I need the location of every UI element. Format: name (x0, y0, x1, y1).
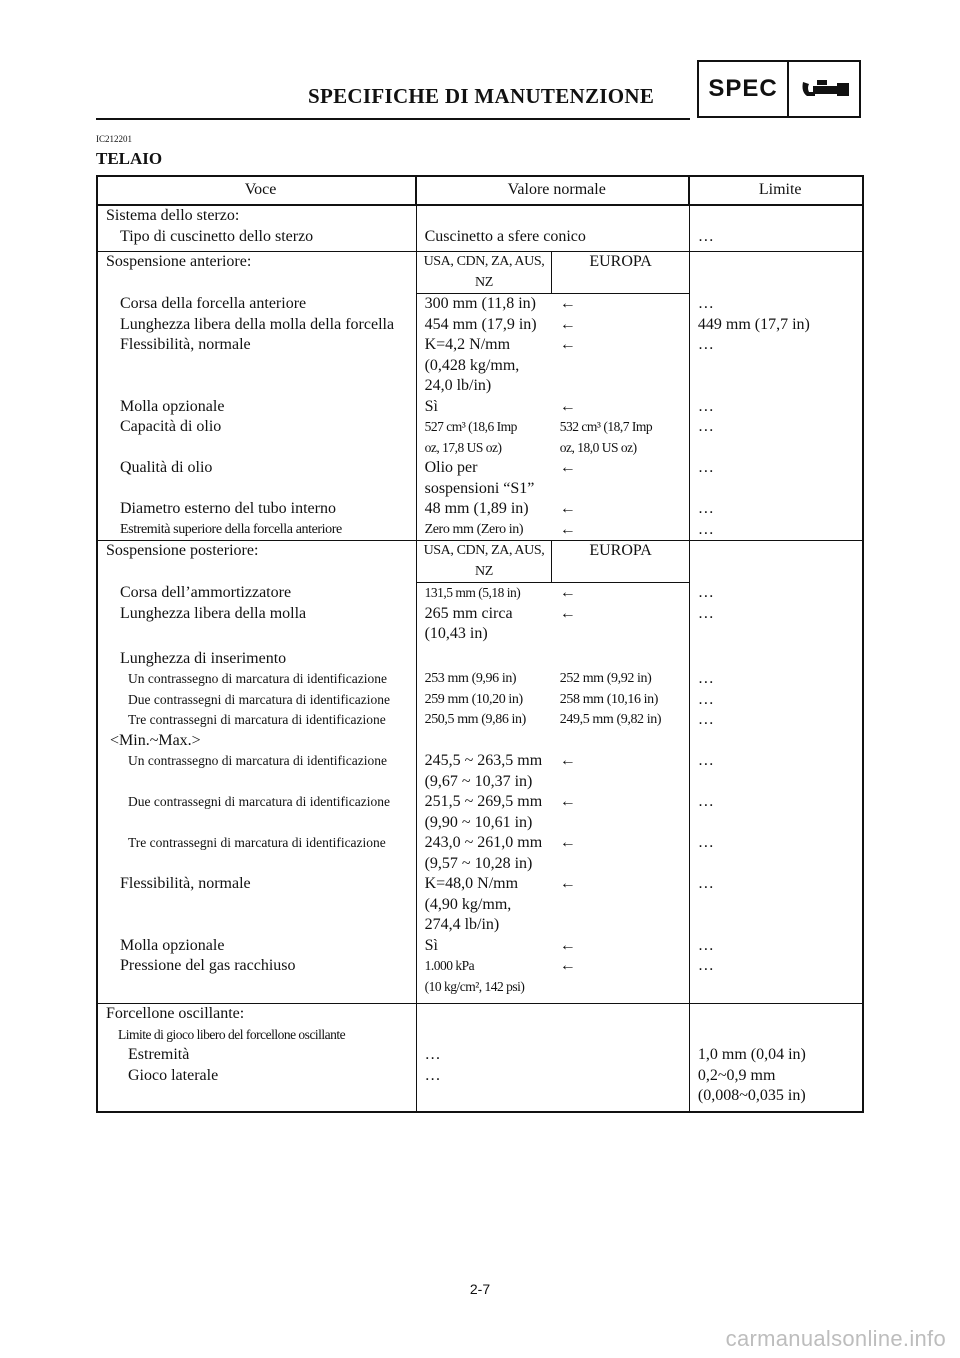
spec-badge-label: SPEC (699, 62, 789, 116)
table-row: Un contrassegno di marcatura di identificazione 245,5 ~ 263,5 mm (9,67 ~ 10,37 in) ← … (97, 751, 863, 792)
table-row: Pressione del gas racchiuso 1.000 kPa (10 kg/cm², 142 psi) ← … (97, 956, 863, 997)
table-row: Sospensione anteriore: USA, CDN, ZA, AUS, NZ EUROPA (97, 252, 863, 294)
table-row: Flessibilità, normale K=4,2 N/mm (0,428 kg/mm, 24,0 lb/in) ← … (97, 335, 863, 397)
section-title: TELAIO (96, 149, 163, 168)
table-row: Un contrassegno di marcatura di identificazione 253 mm (9,96 in) 252 mm (9,92 in) … (97, 669, 863, 690)
table-row: Molla opzionale Sì ← … (97, 397, 863, 418)
header-rule (96, 118, 690, 120)
table-row: Sospensione posteriore: USA, CDN, ZA, AUS, NZ EUROPA (97, 541, 863, 583)
wrench-icon (789, 62, 859, 116)
table-row: Qualità di olio Olio per sospensioni “S1” ← … (97, 458, 863, 499)
table-row: Flessibilità, normale K=48,0 N/mm (4,90 kg/mm, 274,4 lb/in) ← … (97, 874, 863, 936)
table-row: Due contrassegni di marcatura di identificazione 259 mm (10,20 in) 258 mm (10,16 in) … (97, 690, 863, 711)
header-limite: Limite (689, 176, 863, 205)
doc-code: IC212201 (96, 134, 132, 144)
steering-title: Sistema dello sterzo: (106, 207, 240, 224)
table-row: Estremità superiore della forcella anteriore Zero mm (Zero in) ← … (97, 520, 863, 541)
table-row: Corsa dell’ammortizzatore 131,5 mm (5,18 in) ← … (97, 583, 863, 604)
spec-badge (697, 60, 861, 118)
spec-table (96, 175, 864, 1113)
header-voce: Voce (97, 176, 416, 205)
table-row: Lunghezza libera della molla della forcella 454 mm (17,9 in) ← 449 mm (17,7 in) (97, 315, 863, 336)
table-row: Lunghezza libera della molla 265 mm circa (10,43 in) ← … (97, 604, 863, 645)
table-row: Capacità di olio 527 cm³ (18,6 Imp oz, 17,8 US oz) 532 cm³ (18,7 Imp oz, 18,0 US oz) … (97, 417, 863, 458)
rear-title: Sospensione posteriore: (97, 541, 416, 583)
page-title: SPECIFICHE DI MANUTENZIONE (308, 84, 655, 108)
table-row: Due contrassegni di marcatura di identificazione 251,5 ~ 269,5 mm (9,90 ~ 10,61 in) ← … (97, 792, 863, 833)
table-row: Diametro esterno del tubo interno 48 mm (1,89 in) ← … (97, 499, 863, 520)
table-row: Gioco laterale … 0,2~0,9 mm (0,008~0,035 in) (97, 1066, 863, 1107)
table-row (97, 1004, 863, 1025)
page-number: 2-7 (469, 1281, 491, 1297)
table-row: Tre contrassegni di marcatura di identificazione 250,5 mm (9,86 in) 249,5 mm (9,82 in) … (97, 710, 863, 731)
table-row: Lunghezza di inserimento (97, 645, 863, 670)
header-valore: Valore normale (416, 176, 689, 205)
table-row: Molla opzionale Sì ← … (97, 936, 863, 957)
table-row: Estremità … 1,0 mm (0,04 in) (97, 1045, 863, 1066)
table-header (97, 176, 863, 205)
table-row (97, 205, 863, 227)
table-row: Tipo di cuscinetto dello sterzo Cuscinetto a sfere conico … (97, 227, 863, 248)
front-title: Sospensione anteriore: (97, 252, 416, 294)
table-row: <Min.~Max.> (97, 731, 863, 752)
swingarm-title: Forcellone oscillante: (97, 1004, 416, 1025)
table-row: Corsa della forcella anteriore 300 mm (11,8 in) ← … (97, 294, 863, 315)
table-row: Tre contrassegni di marcatura di identificazione 243,0 ~ 261,0 mm (9,57 ~ 10,28 in) ← … (97, 833, 863, 874)
table-row: Limite di gioco libero del forcellone oscillante (97, 1025, 863, 1046)
watermark: carmanualsonline.info (725, 1326, 946, 1351)
